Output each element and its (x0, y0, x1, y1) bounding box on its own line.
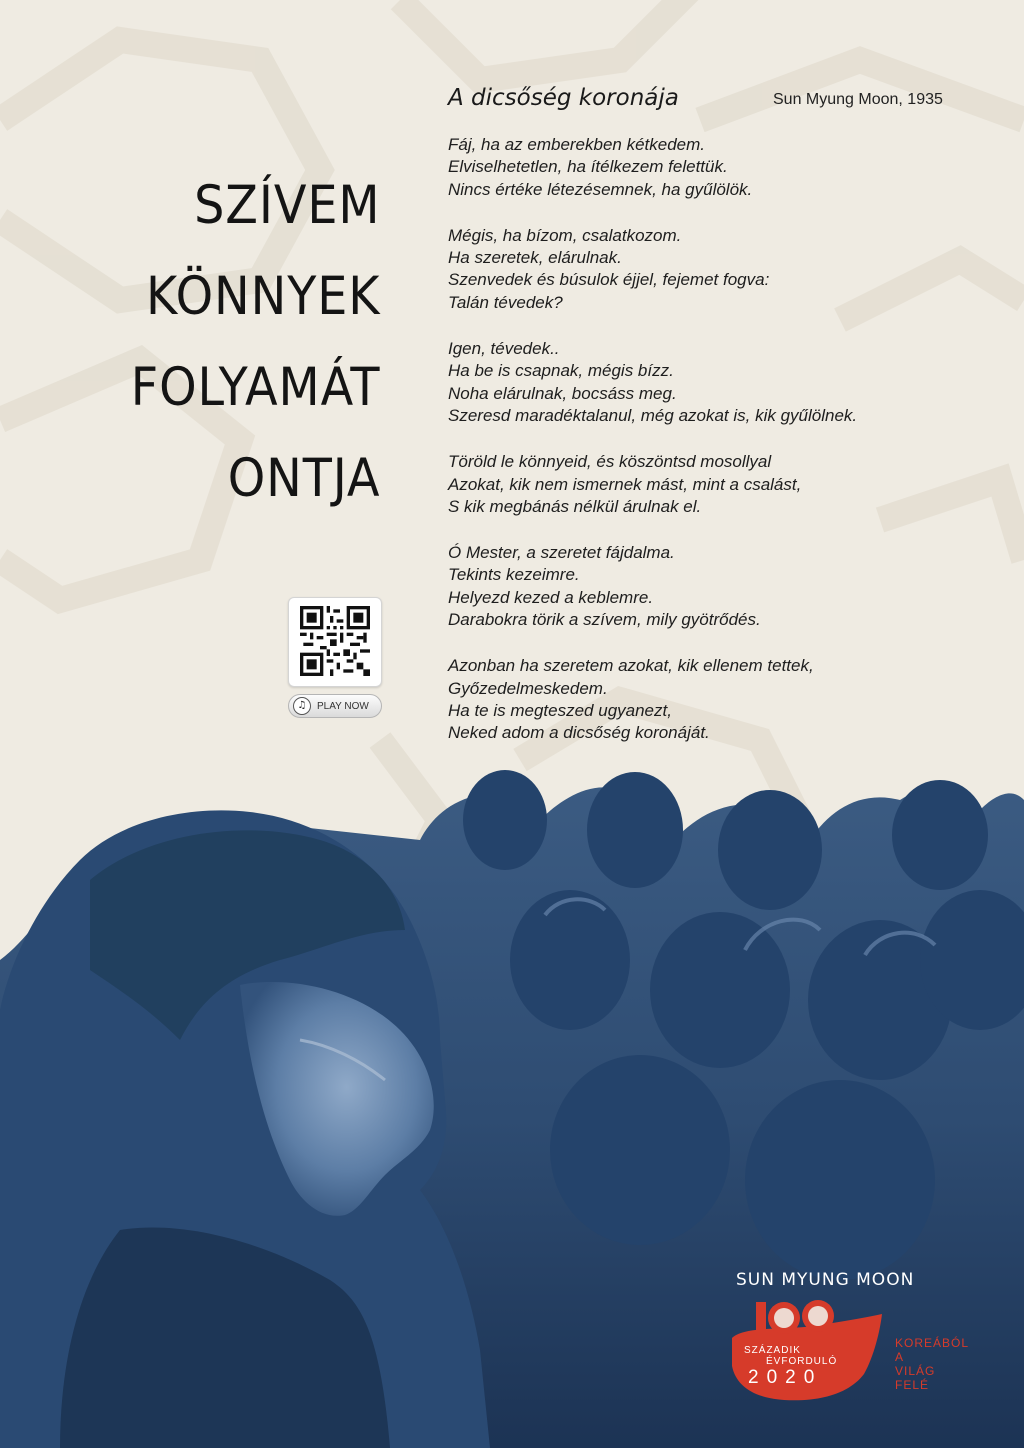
poem-line: Elviselhetetlen, ha ítélkezem felettük. (448, 157, 728, 177)
poem-line: Ha te is megteszed ugyanezt, (448, 700, 672, 720)
headline-line: ONTJA (227, 448, 380, 509)
poem-line: Helyezd kezed a keblemre. (448, 587, 654, 607)
qr-code-icon (300, 606, 370, 676)
poem-line: Azonban ha szeretem azokat, kik ellenem tettek, (448, 656, 814, 676)
brand-name: SUN MYUNG MOON (736, 1270, 915, 1290)
poem-line: Darabokra törik a szívem, mily gyötrődés. (448, 610, 761, 630)
slogan-line: VILÁG (895, 1364, 936, 1378)
headline (103, 160, 380, 524)
poem-line: Neked adom a dicsőség koronáját. (448, 723, 710, 743)
headline-line: FOLYAMÁT (130, 357, 380, 418)
poem-body (448, 134, 857, 769)
play-now-button[interactable] (288, 694, 382, 718)
poem-line: Talán tévedek? (448, 292, 563, 312)
poem-stanza (448, 542, 857, 631)
poem-stanza (448, 225, 857, 314)
poem-line: S kik megbánás nélkül árulnak el. (448, 496, 702, 516)
poem-stanza (448, 451, 857, 518)
poem-line: Ó Mester, a szeretet fájdalma. (448, 543, 675, 563)
play-now-label: PLAY NOW (317, 700, 369, 712)
poem-stanza (448, 134, 857, 201)
poem-line: Mégis, ha bízom, csalatkozom. (448, 225, 682, 245)
poem-stanza (448, 655, 857, 744)
headline-line: SZÍVEM (193, 175, 380, 236)
poem-line: Szenvedek és búsulok éjjel, fejemet fogva: (448, 270, 770, 290)
poem-line: Ha be is csapnak, mégis bízz. (448, 361, 674, 381)
qr-code-card[interactable] (288, 597, 382, 687)
poem-line: Ha szeretek, elárulnak. (448, 248, 622, 268)
music-note-icon: ♫ (293, 697, 311, 715)
slogan-line: KOREÁBÓL (895, 1336, 970, 1350)
poem-line: Nincs értéke létezésemnek, ha gyűlölök. (448, 179, 753, 199)
poem-line: Töröld le könnyeid, és köszöntsd mosollyal (448, 452, 772, 472)
poem-line: Tekints kezeimre. (448, 565, 580, 585)
logo-line-1: SZÁZADIK (744, 1345, 801, 1356)
slogan-line: A (895, 1350, 905, 1364)
poem-line: Fáj, ha az emberekben kétkedem. (448, 135, 706, 154)
poem-line: Győzedelmeskedem. (448, 678, 608, 698)
poem-author: Sun Myung Moon, 1935 (773, 91, 943, 108)
poem-line: Noha elárulnak, bocsáss meg. (448, 383, 677, 403)
slogan-line: FELÉ (895, 1378, 930, 1392)
poem-line: Azokat, kik nem ismernek mást, mint a csalást, (448, 474, 802, 494)
poem-line: Szeresd maradéktalanul, még azokat is, kik gyűlölnek. (448, 405, 858, 425)
poem-line: Igen, tévedek.. (448, 339, 560, 359)
poem-stanza (448, 338, 857, 427)
poem-title: A dicsőség koronája (448, 85, 679, 111)
logo-year: 2020 (748, 1367, 823, 1388)
logo-line-2: ÉVFORDULÓ (766, 1356, 838, 1367)
headline-line: KÖNNYEK (145, 266, 380, 327)
